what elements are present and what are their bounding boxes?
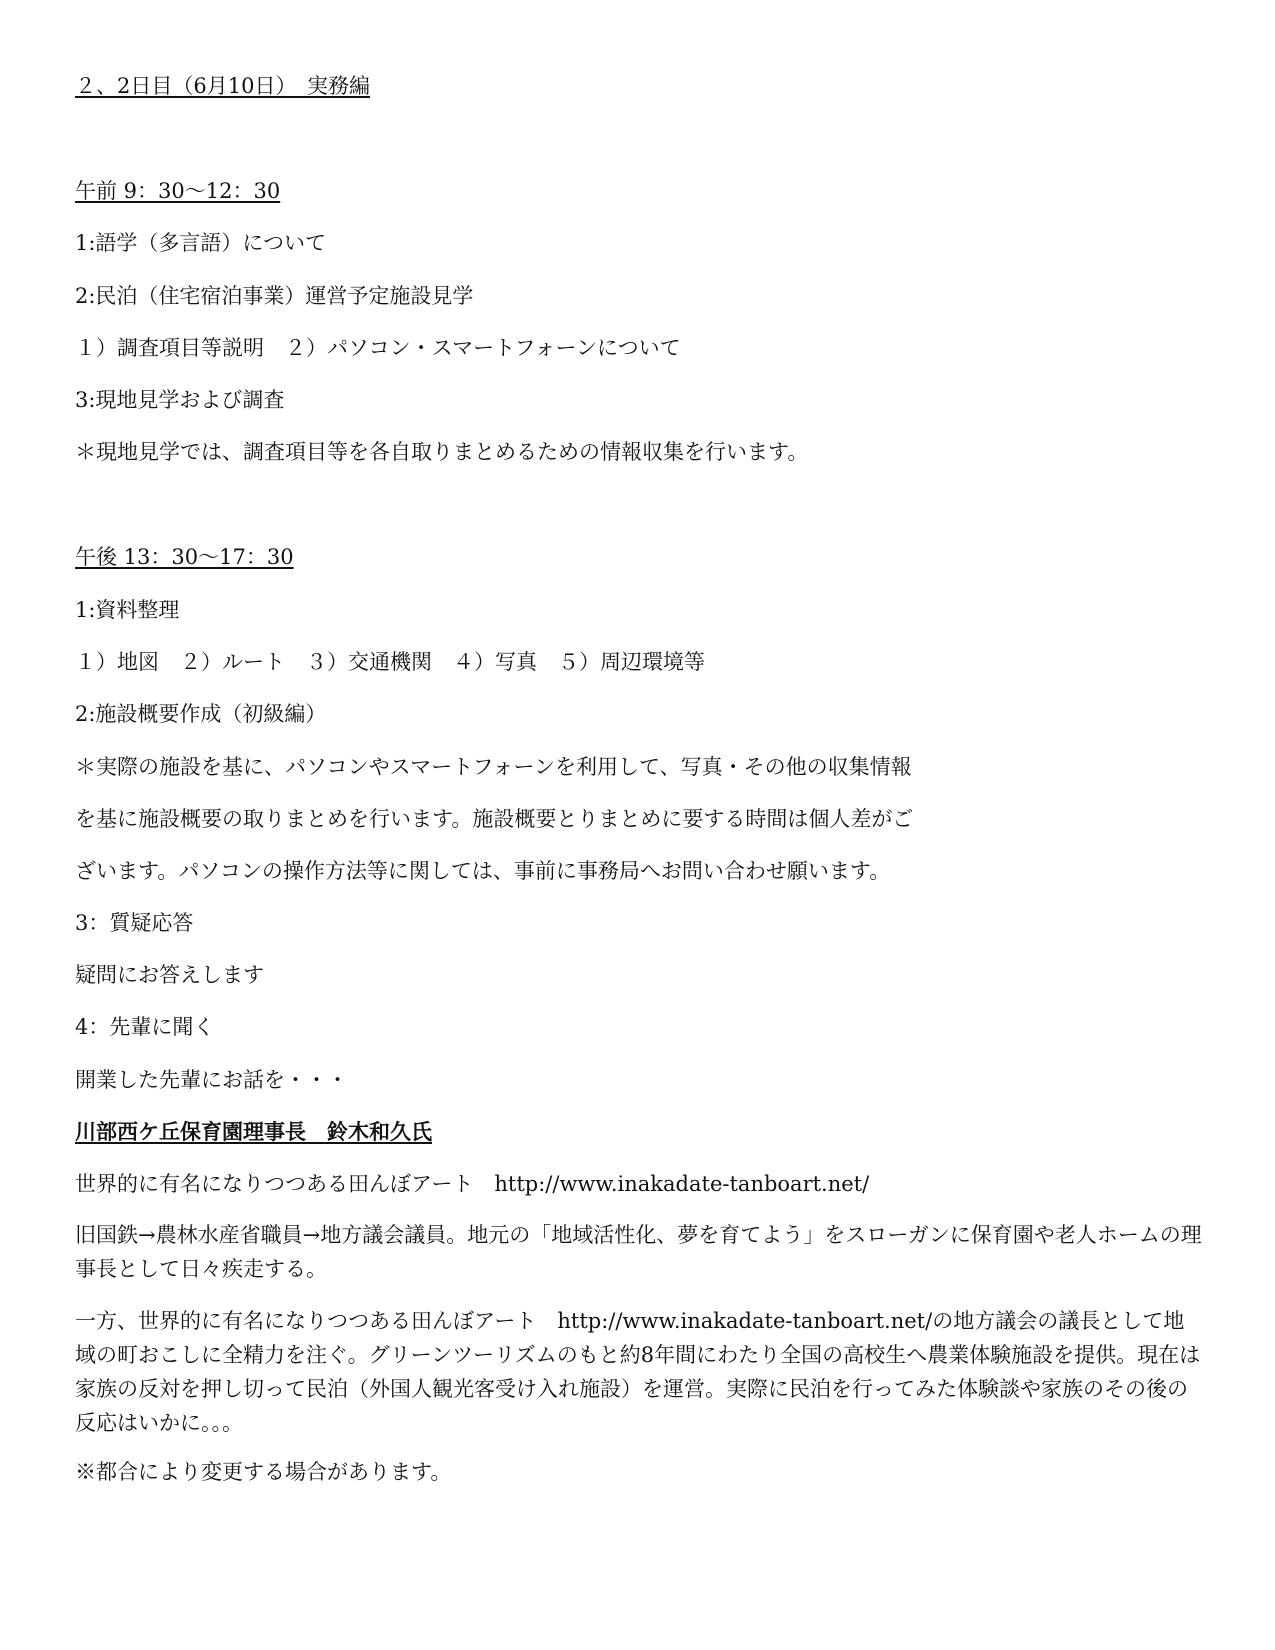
footer-note: ※都合により変更する場合があります。 — [75, 1460, 452, 1484]
speaker-line-1: 世界的に有名になりつつある田んぼアート http://www.inakadate-tanboart.net/ — [75, 1172, 870, 1196]
morning-item-2: 2:民泊（住宅宿泊事業）運営予定施設見学 — [75, 284, 474, 308]
afternoon-time-heading: 午後 13：30〜17：30 — [75, 545, 294, 569]
afternoon-note-line-1: ＊実際の施設を基に、パソコンやスマートフォーンを利用して、写真・その他の収集情報 — [75, 755, 912, 779]
afternoon-item-2: 2:施設概要作成（初級編） — [75, 702, 327, 726]
afternoon-item-1: 1:資料整理 — [75, 598, 180, 622]
afternoon-note-line-3: ざいます。パソコンの操作方法等に関しては、事前に事務局へお問い合わせ願います。 — [75, 859, 891, 883]
morning-item-1: 1:語学（多言語）について — [75, 231, 327, 255]
afternoon-item-3-desc: 疑問にお答えします — [75, 963, 264, 987]
speaker-name-title: 川部西ケ丘保育園理事長 鈴木和久氏 — [75, 1119, 432, 1144]
afternoon-note-line-2: を基に施設概要の取りまとめを行います。施設概要とりまとめに要する時間は個人差がご — [75, 807, 914, 831]
morning-item-2-sub: １）調査項目等説明 ２）パソコン・スマートフォーンについて — [75, 336, 681, 360]
morning-time-heading: 午前 9：30〜12：30 — [75, 179, 281, 203]
morning-item-3: 3:現地見学および調査 — [75, 388, 285, 412]
speaker-paragraph-2: 一方、世界的に有名になりつつある田んぼアート http://www.inakadate-tanboart.net/の地方議会の議長として地域の町おこしに全精力を注ぐ。グリーンツーリズムのもと約8年間にわたり全国の高校生へ農業体験施設を提供。現在は家族の反対を押し切って民泊（外国人観光客受け入れ施設）を運営。実際に民泊を行ってみた体験談や家族のその後の反応はいかに。。。 — [75, 1309, 1201, 1435]
afternoon-item-3: 3：質疑応答 — [75, 911, 194, 935]
morning-note: ＊現地見学では、調査項目等を各自取りまとめるための情報収集を行います。 — [75, 440, 809, 464]
speaker-paragraph-1: 旧国鉄→農林水産省職員→地方議会議員。地元の「地域活性化、夢を育てよう」をスローガンに保育園や老人ホームの理事長として日々疾走する。 — [75, 1223, 1202, 1281]
afternoon-item-1-sub: １）地図 ２）ルート ３）交通機関 ４）写真 ５）周辺環境等 — [75, 650, 705, 674]
afternoon-item-4-desc: 開業した先輩にお話を・・・ — [75, 1068, 348, 1092]
afternoon-item-4: 4：先輩に聞く — [75, 1015, 215, 1039]
day2-heading: ２、2日目（6月10日） 実務編 — [75, 74, 370, 98]
